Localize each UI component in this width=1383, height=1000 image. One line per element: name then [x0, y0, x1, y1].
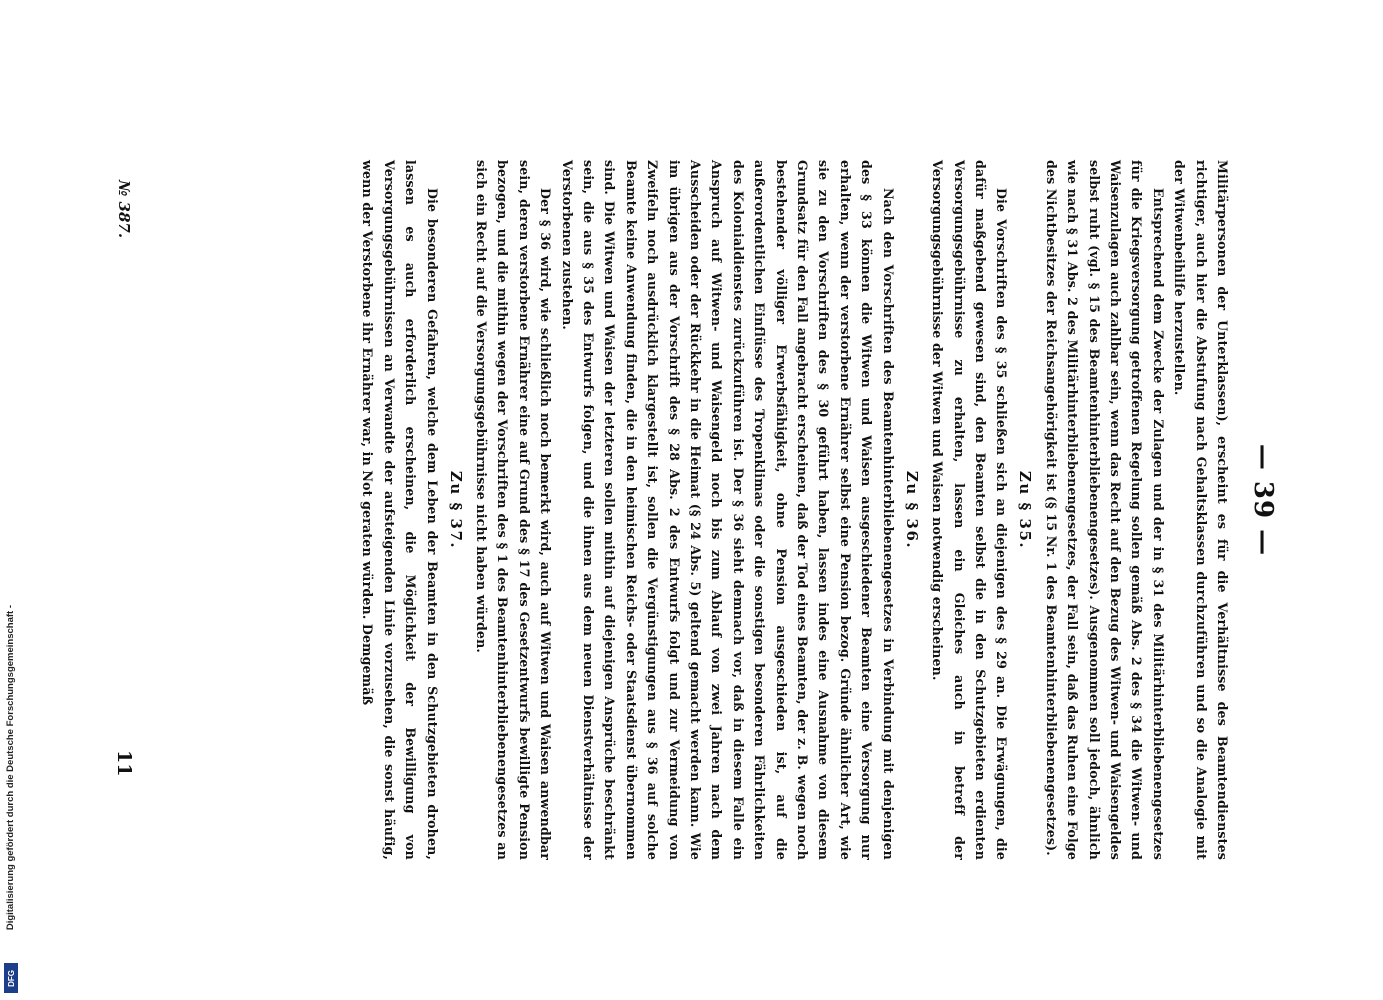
- heading-section-37: Zu § 37.: [446, 470, 465, 550]
- paragraph-1: Militärpersonen der Unterklassen), erscheint es für die Verhältnisse des Beamtendienstes richtiger, auch hier die Abstufung nach Gehaltsklassen durchzuführen und so die Analogie mit der Witwenbeihilfe herzustellen.: [1172, 160, 1230, 860]
- paragraph-5: Der § 36 wird, wie schließlich noch bemerkt wird, auch auf Witwen und Waisen anwendbar sein, deren verstorbene Ernährer eine auf Grund des § 17 des Gesetzentwurfs bewilligte Pension bezogen, und die mithin wegen der Vorschriften des § 1 des Beamtenhinterbliebenengesetzes an sich ein Recht auf die Versorgungsgebührnisse nicht haben würden.: [474, 160, 554, 860]
- paragraph-3: Die Vorschriften des § 35 schließen sich an diejenigen des § 29 an. Die Erwägungen, die dafür maßgebend gewesen sind, den Beamten selbst die in den Schutzgebieten erdienten Versorgungsgebührnisse zu erhalten, lassen ein Gleiches auch in betreff der Versorgungsgebührnisse der Witwen und Waisen notwendig erscheinen.: [930, 160, 1010, 860]
- digitization-notice-text: Digitalisierung gefördert durch die Deutsche Forschungsgemeinschaft -: [5, 605, 16, 931]
- heading-section-35: Zu § 35.: [1016, 470, 1035, 550]
- paragraph-4: Nach den Vorschriften des Beamtenhinterbliebenengesetzes in Verbindung mit denjenigen des § 33 können die Witwen und Waisen ausgeschiedener Beamten eine Versorgung nur erhalten, wenn der verstorbene Ernährer selbst eine Pension bezog. Gründe ähnlicher Art, wie sie zu den Vorschriften des § 30 geführt haben, lassen indes eine Ausnahme von diesem Grundsatz für den Fall angebracht erscheinen, daß der Tod eines Beamten, der z. B. wegen noch bestehender völliger Erwerbsfähigkeit, ohne Pension ausgeschieden ist, auf die außerordentlichen Einflüsse des Tropenklimas oder die sonstigen besonderen Fährlichkeiten des Kolonialdienstes zurückzuführen ist. Der § 36 sieht demnach vor, daß in diesem Falle ein Anspruch auf Witwen- und Waisengeld noch bis zum Ablauf von zwei Jahren nach dem Ausscheiden oder der Rückkehr in die Heimat (§ 24 Abs. 5) geltend gemacht werden kann. Wie im übrigen aus der Vorschrift des § 28 Abs. 2 des Entwurfs folgt und zur Vermeidung von Zweifeln noch ausdrücklich klargestellt ist, sollen die Vergünstigungen aus § 36 auf solche Beamte keine Anwendung finden, die in den heimischen Reichs- oder Staatsdienst übernommen sind. Die Witwen und Waisen der letzteren sollen mithin auf diejenigen Ansprüche beschränkt sein, die aus § 35 des Entwurfs folgen, und die ihnen aus dem neuen Dienstverhältnisse der Verstorbenen zustehen.: [559, 160, 896, 860]
- heading-section-36: Zu § 36.: [902, 470, 921, 550]
- document-number-footer: № 387.: [115, 180, 133, 239]
- page-body: [357, 160, 1233, 860]
- dfg-logo-text: DFG: [6, 969, 16, 987]
- sheet-number-footer: 11: [113, 750, 135, 777]
- digitization-notice: [2, 605, 24, 995]
- dfg-logo-icon: [4, 963, 18, 993]
- page-number-header: — 39 —: [1248, 443, 1278, 557]
- paragraph-2: Entsprechend dem Zwecke der Zulagen und der in § 31 des Militärhinterbliebenengesetzes für die Kriegsversorgung getroffenen Regelung sollen gemäß Abs. 2 des § 34 die Witwen- und Waisenzulagen auch zahlbar sein, wenn das Recht auf den Bezug des Witwen- und Waisengeldes selbst ruht (vgl. § 15 des Beamtenhinterbliebenengesetzes). Ausgenommen soll jedoch, ähnlich wie nach § 31 Abs. 2 des Militärhinterbliebenengesetzes, der Fall sein, daß das Ruhen eine Folge des Nichtbesitzes der Reichsangehörigkeit ist (§ 15 Nr. 1 des Beamtenhinterbliebenengesetzes).: [1043, 160, 1166, 860]
- paragraph-6: Die besonderen Gefahren, welche dem Leben der Beamten in den Schutzgebieten drohen, lassen es auch erforderlich erscheinen, die Möglichkeit der Bewilligung von Versorgungsgebührnissen an Verwandte der aufsteigenden Linie vorzusehen, die sonst häufig, wenn der Verstorbene ihr Ernährer war, in Not geraten würden. Demgemäß: [360, 160, 440, 860]
